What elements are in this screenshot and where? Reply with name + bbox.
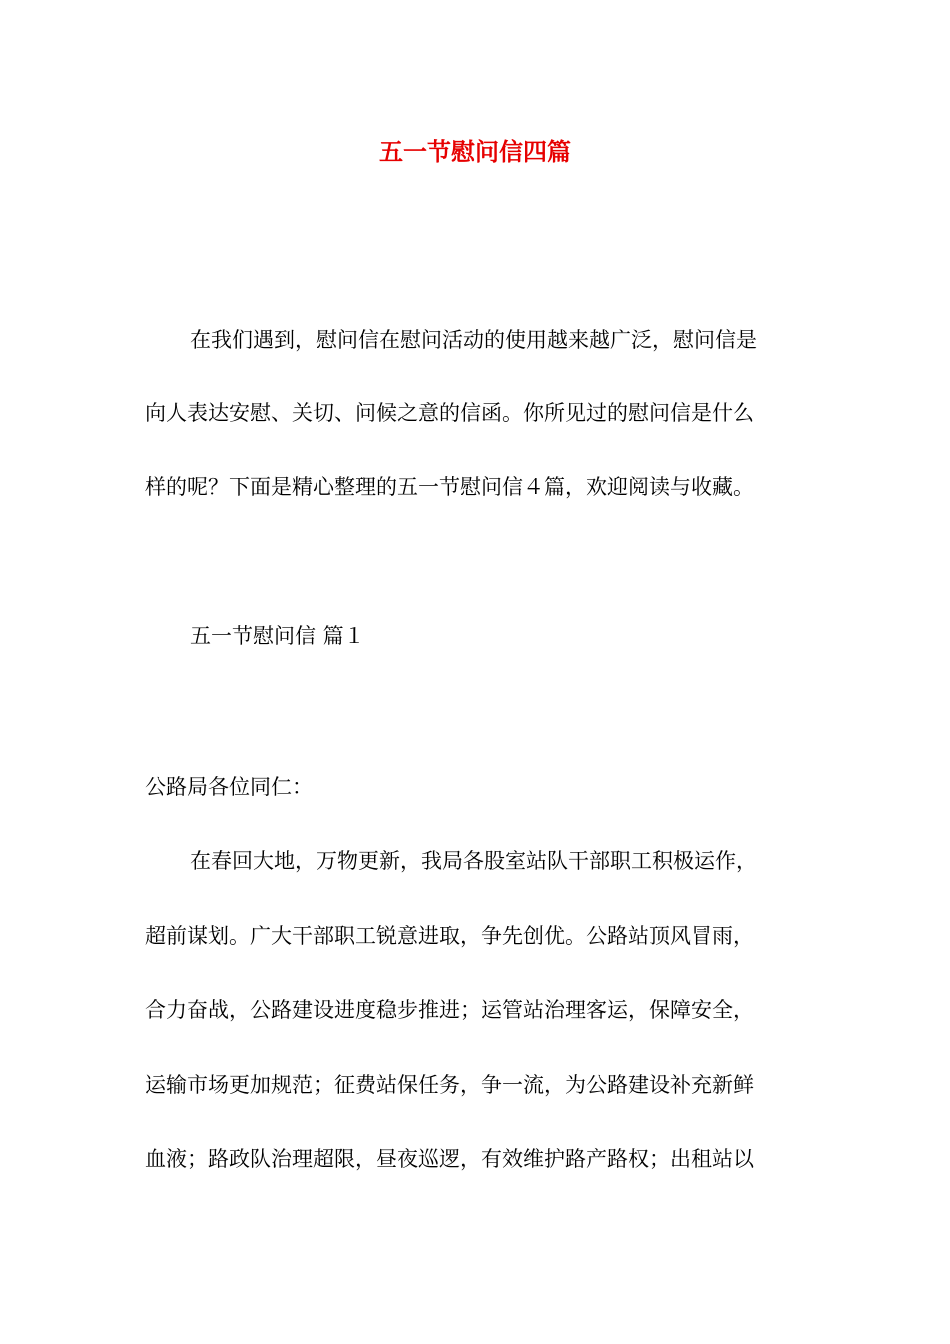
intro-line-3: 样的呢？下面是精心整理的五一节慰问信４篇，欢迎阅读与收藏。 <box>145 475 754 499</box>
intro-line-1: 在我们遇到，慰问信在慰问活动的使用越来越广泛，慰问信是 <box>190 328 757 352</box>
document-title: 五一节慰问信四篇 <box>379 138 571 166</box>
section-heading: 五一节慰问信 篇１ <box>190 624 365 648</box>
body-line-3: 合力奋战，公路建设进度稳步推进；运管站治理客运，保障安全， <box>145 998 754 1022</box>
body-line-1: 在春回大地，万物更新，我局各股室站队干部职工积极运作， <box>190 849 757 873</box>
body-line-5: 血液；路政队治理超限，昼夜巡逻，有效维护路产路权；出租站以 <box>145 1147 754 1171</box>
body-line-4: 运输市场更加规范；征费站保任务，争一流，为公路建设补充新鲜 <box>145 1073 754 1097</box>
salutation: 公路局各位同仁： <box>145 775 313 799</box>
intro-line-2: 向人表达安慰、关切、问候之意的信函。你所见过的慰问信是什么 <box>145 401 754 425</box>
body-line-2: 超前谋划。广大干部职工锐意进取，争先创优。公路站顶风冒雨， <box>145 924 754 948</box>
